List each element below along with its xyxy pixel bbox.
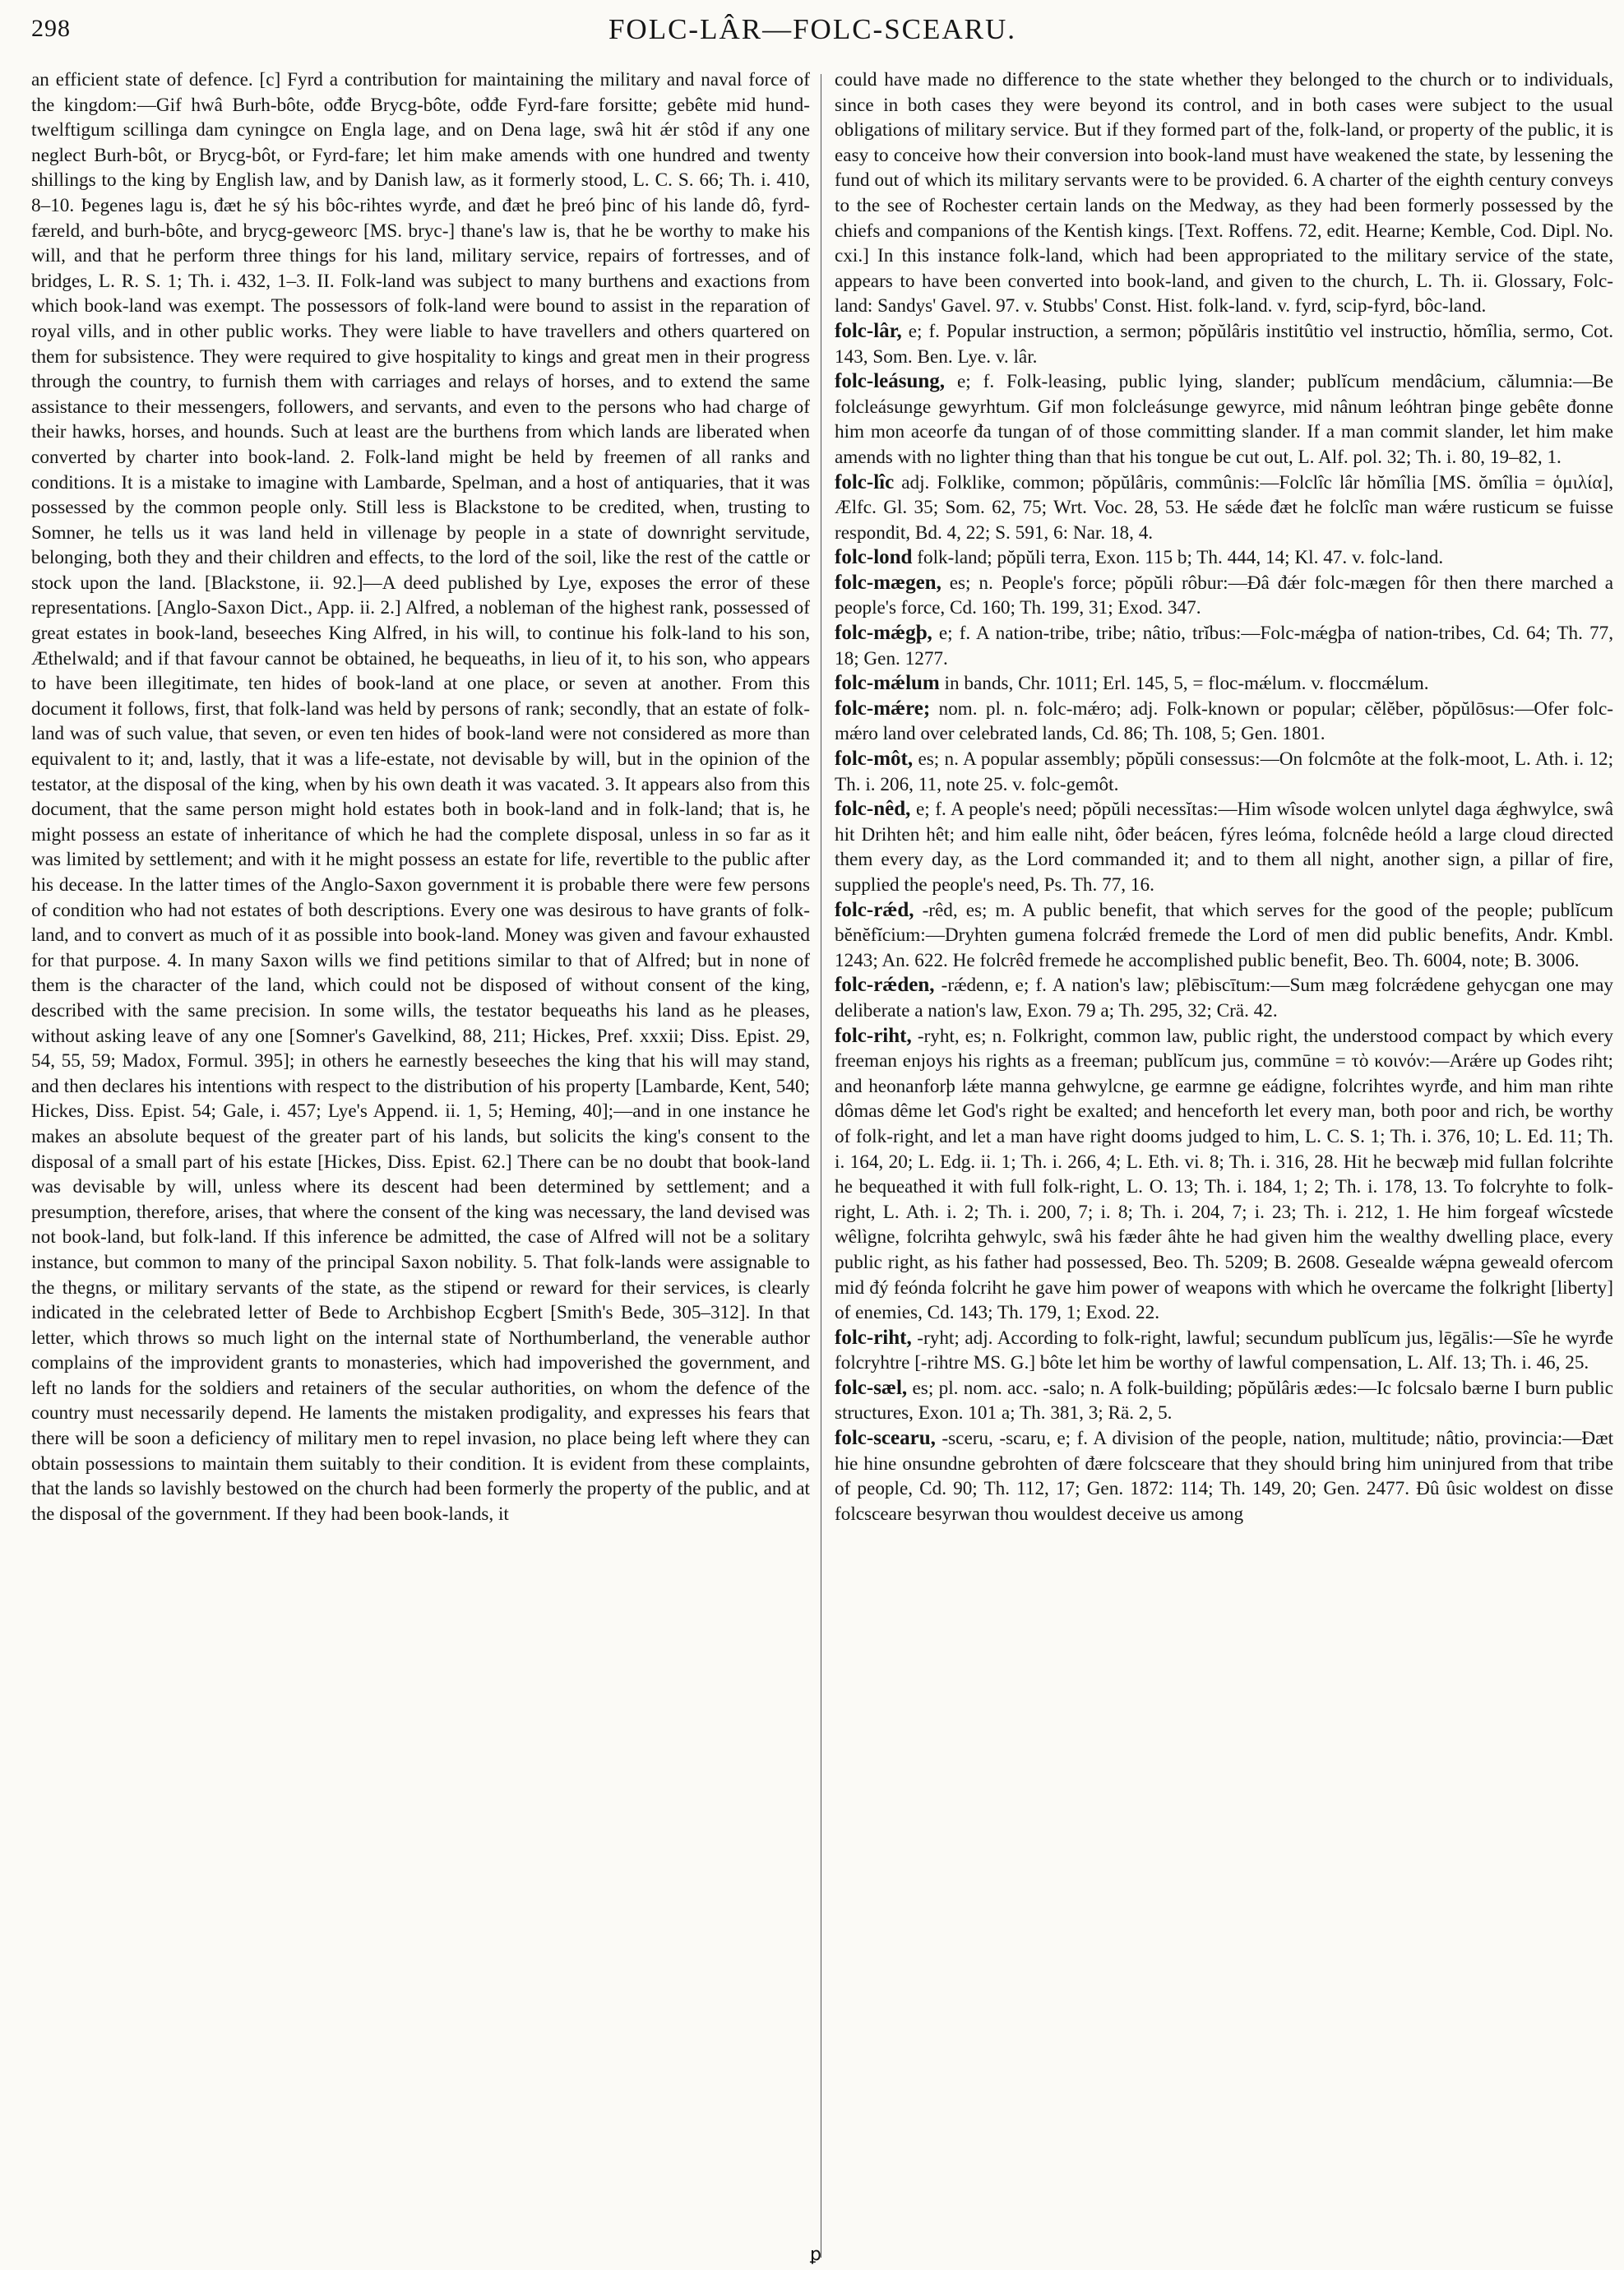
entry-headword: folc-leásung, (835, 370, 946, 393)
entry-definition: -sceru, -scaru, e; f. A division of the people, nation, multitude; nâtio, provincia:—Đæt hie hine onsundne gebrohten of đære folcsceare that they should bring him uninjured from that tribe of people, Cd. 90; Th. 112, 17; Gen. 1872: 114; Th. 149, 20; Gen. 2477. Đû ûsic woldest on đisse folcsceare besyrwan thou wouldest deceive us among (835, 1428, 1613, 1525)
dictionary-entry (835, 621, 1613, 671)
dictionary-entry (835, 470, 1613, 546)
entry-definition: -ryht, es; n. Folkright, common law, public right, the understood compact by which every freeman enjoys his rights as a freeman; publĭcum jus, commūne = τὸ κοινόν:—Arǽre up Godes riht; and heonanforþ lǽte manna gehwylcne, ge earmne ge eádigne, folcrihtes wyrđe, and him man rihte dômas dême let God's right be exalted; and henceforth let every man, both poor and rich, be worthy of folk-right, and let a man have right dooms judged to him, L. C. S. 1; Th. i. 376, 10; L. Ed. 11; Th. i. 164, 20; L. Edg. ii. 1; Th. i. 266, 4; L. Eth. vi. 8; Th. i. 316, 28. Hit he becwæþ mid fullan folcrihte he bequeathed it with full folk-right, L. O. 13; Th. i. 184, 1; 2; Th. i. 178, 13. To folcryhte to folk-right, L. Ath. i. 2; Th. i. 200, 7; i. 8; Th. i. 204, 7; i. 23; Th. i. 212, 1. He him forgeaf wîcstede wêlìgne, folcrihta gehwylc, swâ his fæder âhte he had given him the wealthy dwelling place, every public right, as his father had possessed, Beo. Th. 5209; B. 2608. Gesealde wǽpna geweald ofercom mid đý feónda folcriht he gave him power of weapons with which he overcame the folkright [liberty] of enemies, Cd. 143; Th. 179, 1; Exod. 22. (835, 1025, 1613, 1324)
entry-headword: folc-mǽgþ, (835, 622, 932, 645)
entry-definition: in bands, Chr. 1011; Erl. 145, 5, = floc-mǽlum. v. floccmǽlum. (944, 673, 1429, 695)
dictionary-entry (835, 1024, 1613, 1326)
entry-definition: -rêd, es; m. A public benefit, that which serves for the good of the people; publĭcum bĕnĕfĭcium:—Dryhten gumena folcrǽd fremede the Lord of men did public benefits, Andr. Kmbl. 1243; An. 622. He folcrêd fremede he accomplished public benefit, Beo. Th. 6004, note; B. 3006. (835, 899, 1613, 971)
dictionary-entry (835, 671, 1613, 697)
entry-headword: folc-rǽden, (835, 974, 935, 997)
page-title: FOLC-LÂR—FOLC-SCEARU. (608, 13, 1017, 45)
page-header (31, 12, 1594, 44)
entry-definition: nom. pl. n. folc-mǽro; adj. Folk-known or popular; cĕlĕber, pŏpŭlōsus:—Ofer folc-mǽro land over celebrated lands, Cd. 86; Th. 108, 5; Gen. 1801. (835, 697, 1613, 745)
dictionary-entry (835, 1426, 1613, 1526)
entry-definition: es; n. A popular assembly; pŏpŭli consessus:—On folcmôte at the folk-moot, L. Ath. i. 12; Th. i. 206, 11, note 25. v. folc-gemôt. (835, 748, 1613, 795)
dictionary-entry (835, 747, 1613, 797)
dictionary-entry (835, 1376, 1613, 1426)
entry-headword: folc-riht, (835, 1326, 912, 1349)
dictionary-entries (835, 319, 1613, 1527)
entry-headword: folc-nêd, (835, 798, 911, 821)
dictionary-entry (835, 1326, 1613, 1376)
entry-headword: folc-lîc (835, 470, 895, 493)
entry-definition: e; f. A nation-tribe, tribe; nâtio, trĭbus:—Folc-mǽgþa of nation-tribes, Cd. 64; Th. 77, 18; Gen. 1277. (835, 623, 1613, 669)
entry-headword: folc-lond (835, 546, 913, 569)
left-column (31, 67, 810, 2259)
entry-definition: -ryht; adj. According to folk-right, lawful; secundum publĭcum jus, lēgālis:—Sîe he wyrđe folcryhtre [-rihtre MS. G.] bôte let him be worthy of lawful compensation, L. Alf. 13; Th. i. 46, 25. (835, 1327, 1613, 1374)
entry-definition: es; pl. nom. acc. -salo; n. A folk-building; pŏpŭlâris ædes:—Ic folcsalo bærne I burn public structures, Exon. 101 a; Th. 381, 3; Rä. 2, 5. (835, 1377, 1613, 1425)
dictionary-entry (835, 369, 1613, 470)
entry-headword: folc-lâr, (835, 319, 902, 342)
footer-mark: ꝑ (810, 2244, 821, 2264)
entry-headword: folc-scearu, (835, 1427, 936, 1450)
page-number: 298 (31, 15, 71, 42)
entry-definition: adj. Folklike, common; pŏpŭlâris, commûnis:—Folclîc lâr hŏmîlia [MS. ŏmîlia = ὁμιλία], Ælfc. Gl. 35; Som. 62, 75; Wrt. Voc. 28, 53. He sǽde đæt he folclîc man wǽre rusticum se fuisse respondit, Bd. 4, 22; S. 591, 6: Nar. 18, 4. (835, 471, 1613, 544)
entry-definition: es; n. People's force; pŏpŭli rôbur:—Đâ đǽr folc-mægen fôr then there marched a people's force, Cd. 160; Th. 199, 31; Exod. 347. (835, 572, 1613, 619)
entry-headword: folc-môt, (835, 748, 914, 771)
entry-headword: folc-sæl, (835, 1376, 908, 1399)
entry-headword: folc-mǽre; (835, 697, 931, 720)
right-column-continuation: could have made no difference to the state whether they belonged to the church or to individuals, since in both cases they were beyond its control, and in both cases were subject to the usual obligations of military service. But if they formed part of the, folk-land, or property of the public, it is easy to conceive how their conversion into book-land must have weakened the state, by lessening the fund out of which its military servants were to be provided. 6. A charter of the eighth century conveys to the see of Rochester certain lands on the Medway, as they had been formerly possessed by the chiefs and companions of the Kentish kings. [Text. Roffens. 72, edit. Hearne; Kemble, Cod. Dipl. No. cxi.] In this instance folk-land, which had been appropriated to the military service of the state, appears to have been converted into book-land, and given to the church, L. Th. ii. Glossary, Folc-land: Sandys' Gavel. 97. v. Stubbs' Const. Hist. folk-land. v. fyrd, scip-fyrd, bôc-land. (835, 69, 1613, 317)
dictionary-entry (835, 898, 1613, 974)
dictionary-entry (835, 697, 1613, 747)
entry-definition: -rǽdenn, e; f. A nation's law; plēbiscītum:—Sum mæg folcrǽdene gehycgan one may deliberate a nation's law, Exon. 79 a; Th. 295, 32; Crä. 42. (835, 975, 1613, 1022)
entry-definition: e; f. A people's need; pŏpŭli necessĭtas:—Him wîsode wolcen unlytel daga ǽghwylce, swâ hit Drihten hêt; and him ealle niht, ôđer beácen, fýres leóma, folcnêde heóld a large cloud directed them every day, as the Lord commanded it; and to them all night, another sign, a pillar of fire, supplied the people's need, Ps. Th. 77, 16. (835, 799, 1613, 896)
entry-headword: folc-riht, (835, 1024, 912, 1047)
entry-definition: e; f. Folk-leasing, public lying, slander; publĭcum mendâcium, călumnia:—Be folcleásunge gewyrhtum. Gif mon folcleásunge gewyrce, mid nânum leóhtran þinge gebête đonne him mon aceorfe đa tungan of of those committing slander. If a man commit slander, let him make amends with no lighter thing than that his tongue be cut out, L. Alf. pol. 32; Th. i. 80, 19–82, 1. (835, 371, 1613, 468)
entry-headword: folc-mǽlum (835, 672, 940, 695)
dictionary-entry (835, 973, 1613, 1023)
dictionary-entry (835, 545, 1613, 571)
entry-definition: e; f. Popular instruction, a sermon; pŏpŭlâris institûtio vel instructio, hŏmîlia, sermo, Cot. 143, Som. Ben. Lye. v. lâr. (835, 320, 1613, 368)
entry-headword: folc-mægen, (835, 571, 942, 594)
entry-definition: folk-land; pŏpŭli terra, Exon. 115 b; Th. 444, 14; Kl. 47. v. folc-land. (917, 547, 1444, 569)
dictionary-entry (835, 319, 1613, 369)
left-column-text: an efficient state of defence. [c] Fyrd a contribution for maintaining the military and naval force of the kingdom:—Gif hwâ Burh-bôte, ođđe Brycg-bôte, ođđe Fyrd-fare forsitte; gebête mid hund-twelftigum scillinga dam cyningce on Engla lage, and on Dena lage, swâ hit ǽr stôd if any one neglect Burh-bôt, or Brycg-bôt, or Fyrd-fare; let him make amends with one hundred and twenty shillings to the king by English law, and by Danish law, as it formerly stood, L. C. S. 66; Th. i. 410, 8–10. Þegenes lagu is, đæt he sý his bôc-rihtes wyrđe, and đæt he þreó þinc of his lande dô, fyrd-færeld, and burh-bôte, and brycg-geweorc [MS. bryc-] thane's law is, that he be worthy to make his will, and that he perform three things for his land, military service, repairs of fortresses, and of bridges, L. R. S. 1; Th. i. 432, 1–3. II. Folk-land was subject to many burthens and exactions from which book-land was exempt. The possessors of folk-land were bound to assist in the reparation of royal vills, and in other public works. They were liable to have travellers and others quartered on them for subsistence. They were required to give hospitality to kings and great men in their progress through the country, to furnish them with carriages and relays of horses, and to extend the same assistance to their messengers, followers, and servants, and even to the persons who had charge of their hawks, horses, and hounds. Such at least are the burthens from which lands are liberated when converted by charter into book-land. 2. Folk-land might be held by freemen of all ranks and conditions. It is a mistake to imagine with Lambarde, Spelman, and a host of antiquaries, that it was possessed by the common people only. Still less is Blackstone to be credited, when, trusting to Somner, he tells us it was land held in villenage by people in a state of downright servitude, belonging, both they and their children and effects, to the lord of the soil, like the rest of the cattle or stock upon the land. [Blackstone, ii. 92.]—A deed published by Lye, exposes the error of these representations. [Anglo-Saxon Dict., App. ii. 2.] Alfred, a nobleman of the highest rank, possessed of great estates in book-land, beseeches King Alfred, in his will, to continue his folk-land to his son, Æthelwald; and if that favour cannot be obtained, he bequeaths, in lieu of it, to his son, who appears to have been illegitimate, ten hides of book-land at one place, or seven at another. From this document it follows, first, that folk-land was held by persons of rank; secondly, that an estate of folk-land was of such value, that seven, or even ten hides of book-land were not considered as more than equivalent to it; and, lastly, that it was a life-estate, not devisable by will, but in the opinion of the testator, at the disposal of the king, when by his own death it was vacated. 3. It appears also from this document, that the same person might hold estates both in book-land and in folk-land; that is, he might possess an estate of inheritance of which he had the complete disposal, unless in so far as it was limited by settlement; and with it he might possess an estate for life, revertible to the public after his decease. In the latter times of the Anglo-Saxon government it is probable there were few persons of condition who had not estates of both descriptions. Every one was desirous to have grants of folk-land, and to convert as much of it as possible into book-land. Money was given and favour exhausted for that purpose. 4. In many Saxon wills we find petitions similar to that of Alfred; but in none of them is the character of the land, which could not be disposed of without consent of the king, described with the same precision. In some wills, the testator bequeaths his land as he pleases, without asking leave of any one [Somner's Gavelkind, 88, 211; Hickes, Pref. xxxii; Diss. Epist. 29, 54, 55, 59; Madox, Formul. 395]; in others he earnestly beseeches the king that his will may stand, and then declares his intentions with respect to the distribution of his property [Lambarde, Kent, 540; Hickes, Diss. Epist. 54; Gale, i. 457; Lye's Append. ii. 1, 5; Heming, 40];—and in one instance he makes an absolute bequest of the greater part of his lands, but solicits the king's consent to the disposal of a small part of his estate [Hickes, Diss. Epist. 62.] There can be no doubt that book-land was devisable by will, unless where its descent had been determined by settlement; and a presumption, therefore, arises, that where the consent of the king was necessary, the land devised was not book-land, but folk-land. If this inference be admitted, the case of Alfred will not be a solitary instance, but common to many of the principal Saxon nobility. 5. That folk-lands were assignable to the thegns, or military servants of the state, as the stipend or reward for their services, is clearly indicated in the celebrated letter of Bede to Archbishop Ecgbert [Smith's Bede, 305–312]. In that letter, which throws so much light on the internal state of Northumberland, the venerable author complains of the improvident grants to monasteries, which had impoverished the government, and left no lands for the soldiers and retainers of the secular authorities, on whom the defence of the country must necessarily depend. He laments the mistaken prodigality, and expresses his fears that there will be soon a deficiency of military men to repel invasion, no place being left where they can obtain possessions to maintain them suitably to their condition. It is evident from these complaints, that the lands so lavishly bestowed on the church had been formerly the property of the public, and at the disposal of the government. If they had been book-lands, it (31, 69, 810, 1525)
entry-headword: folc-rǽd, (835, 898, 914, 921)
right-column (835, 67, 1613, 2259)
dictionary-entry (835, 571, 1613, 621)
dictionary-entry (835, 797, 1613, 897)
